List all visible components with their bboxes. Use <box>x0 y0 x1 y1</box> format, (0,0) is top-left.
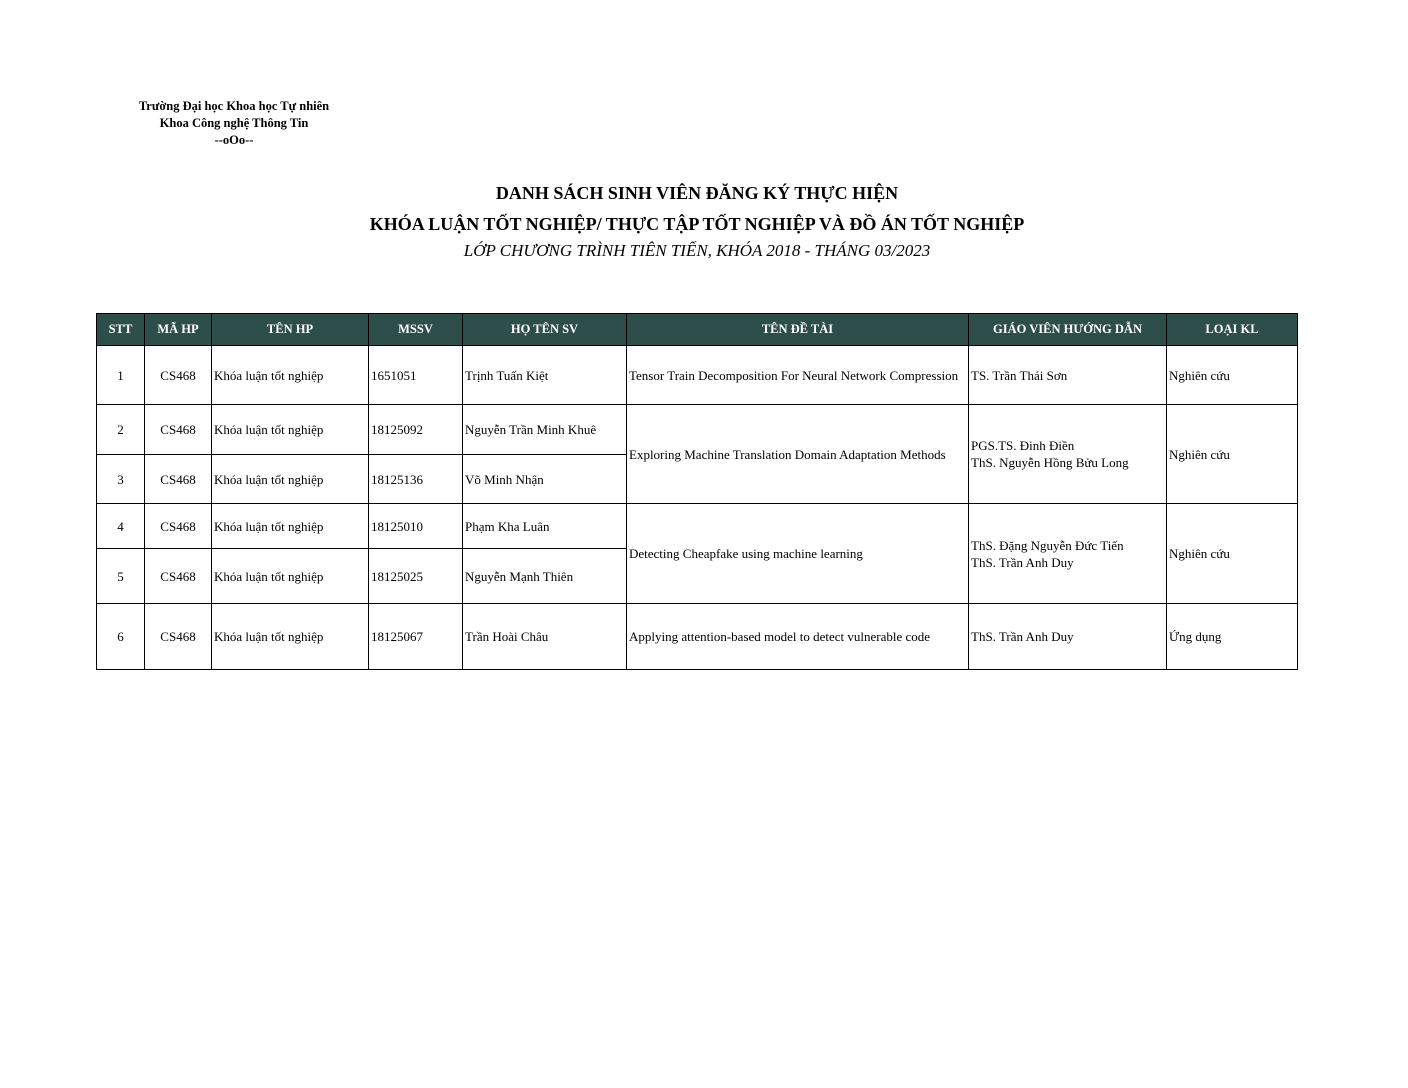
table-row <box>97 346 1298 405</box>
cell-type: Ứng dụng <box>1167 604 1298 670</box>
university-name: Trường Đại học Khoa học Tự nhiên <box>138 99 330 113</box>
cell-ten-hp: Khóa luận tốt nghiệp <box>212 346 369 405</box>
cell-ho-ten: Nguyễn Mạnh Thiên <box>463 549 627 604</box>
cell-mssv: 18125067 <box>369 604 463 670</box>
cell-topic: Tensor Train Decomposition For Neural Network Compression <box>627 346 969 405</box>
cell-mssv: 18125025 <box>369 549 463 604</box>
cell-ho-ten: Trịnh Tuấn Kiệt <box>463 346 627 405</box>
table-row <box>97 604 1298 670</box>
cell-stt: 3 <box>97 455 145 504</box>
cell-advisor <box>969 604 1167 670</box>
cell-type: Nghiên cứu <box>1167 346 1298 405</box>
cell-mssv: 1651051 <box>369 346 463 405</box>
cell-advisor <box>969 504 1167 604</box>
faculty-name: Khoa Công nghệ Thông Tin <box>159 116 309 130</box>
document-class-info: LỚP CHƯƠNG TRÌNH TIÊN TIẾN, KHÓA 2018 - THÁNG 03/2023 <box>463 241 931 260</box>
header-ma-hp: MÃ HP <box>145 314 212 346</box>
cell-ten-hp: Khóa luận tốt nghiệp <box>212 405 369 455</box>
document-title: DANH SÁCH SINH VIÊN ĐĂNG KÝ THỰC HIỆN <box>495 183 899 203</box>
cell-type: Nghiên cứu <box>1167 405 1298 504</box>
advisor-name: TS. Trần Thái Sơn <box>971 367 1068 383</box>
header-ho-ten-sv: HỌ TÊN SV <box>463 314 627 346</box>
student-registration-table <box>96 313 1298 670</box>
cell-type: Nghiên cứu <box>1167 504 1298 604</box>
cell-topic: Detecting Cheapfake using machine learning <box>627 504 969 604</box>
advisor-name: ThS. Trần Anh Duy <box>971 554 1074 570</box>
header-ten-de-tai: TÊN ĐỀ TÀI <box>627 314 969 346</box>
cell-ten-hp: Khóa luận tốt nghiệp <box>212 504 369 549</box>
cell-topic: Applying attention-based model to detect vulnerable code <box>627 604 969 670</box>
cell-mssv: 18125092 <box>369 405 463 455</box>
cell-stt: 6 <box>97 604 145 670</box>
advisor-name: PGS.TS. Đinh Điền <box>971 438 1075 453</box>
cell-stt: 2 <box>97 405 145 455</box>
cell-stt: 4 <box>97 504 145 549</box>
advisor-name: ThS. Đặng Nguyễn Đức Tiến <box>971 537 1124 553</box>
header-loai-kl: LOẠI KL <box>1167 314 1298 346</box>
table-header-row <box>97 314 1298 346</box>
advisor-name: ThS. Trần Anh Duy <box>971 629 1074 644</box>
cell-ho-ten: Trần Hoài Châu <box>463 604 627 670</box>
cell-ho-ten: Phạm Kha Luân <box>463 504 627 549</box>
cell-ma-hp: CS468 <box>145 504 212 549</box>
cell-ho-ten: Nguyễn Trần Minh Khuê <box>463 405 627 455</box>
cell-ten-hp: Khóa luận tốt nghiệp <box>212 455 369 504</box>
cell-advisor <box>969 405 1167 504</box>
cell-mssv: 18125136 <box>369 455 463 504</box>
cell-advisor <box>969 346 1167 405</box>
table-row <box>97 405 1298 455</box>
table-row <box>97 504 1298 549</box>
header-giao-vien: GIÁO VIÊN HƯỚNG DẪN <box>969 314 1167 346</box>
document-subtitle: KHÓA LUẬN TỐT NGHIỆP/ THỰC TẬP TỐT NGHIỆP VÀ ĐỒ ÁN TỐT NGHIỆP <box>369 214 1025 234</box>
cell-ma-hp: CS468 <box>145 604 212 670</box>
header-ten-hp: TÊN HP <box>212 314 369 346</box>
cell-mssv: 18125010 <box>369 504 463 549</box>
cell-ho-ten: Võ Minh Nhận <box>463 455 627 504</box>
cell-topic: Exploring Machine Translation Domain Adaptation Methods <box>627 405 969 504</box>
cell-ma-hp: CS468 <box>145 455 212 504</box>
header-stt: STT <box>97 314 145 346</box>
cell-ma-hp: CS468 <box>145 549 212 604</box>
cell-stt: 5 <box>97 549 145 604</box>
cell-ma-hp: CS468 <box>145 405 212 455</box>
cell-stt: 1 <box>97 346 145 405</box>
organization-header <box>118 98 350 149</box>
cell-ten-hp: Khóa luận tốt nghiệp <box>212 604 369 670</box>
header-separator: --oOo-- <box>214 133 254 147</box>
header-mssv: MSSV <box>369 314 463 346</box>
cell-ma-hp: CS468 <box>145 346 212 405</box>
advisor-name: ThS. Nguyễn Hồng Bửu Long <box>971 455 1129 470</box>
cell-ten-hp: Khóa luận tốt nghiệp <box>212 549 369 604</box>
